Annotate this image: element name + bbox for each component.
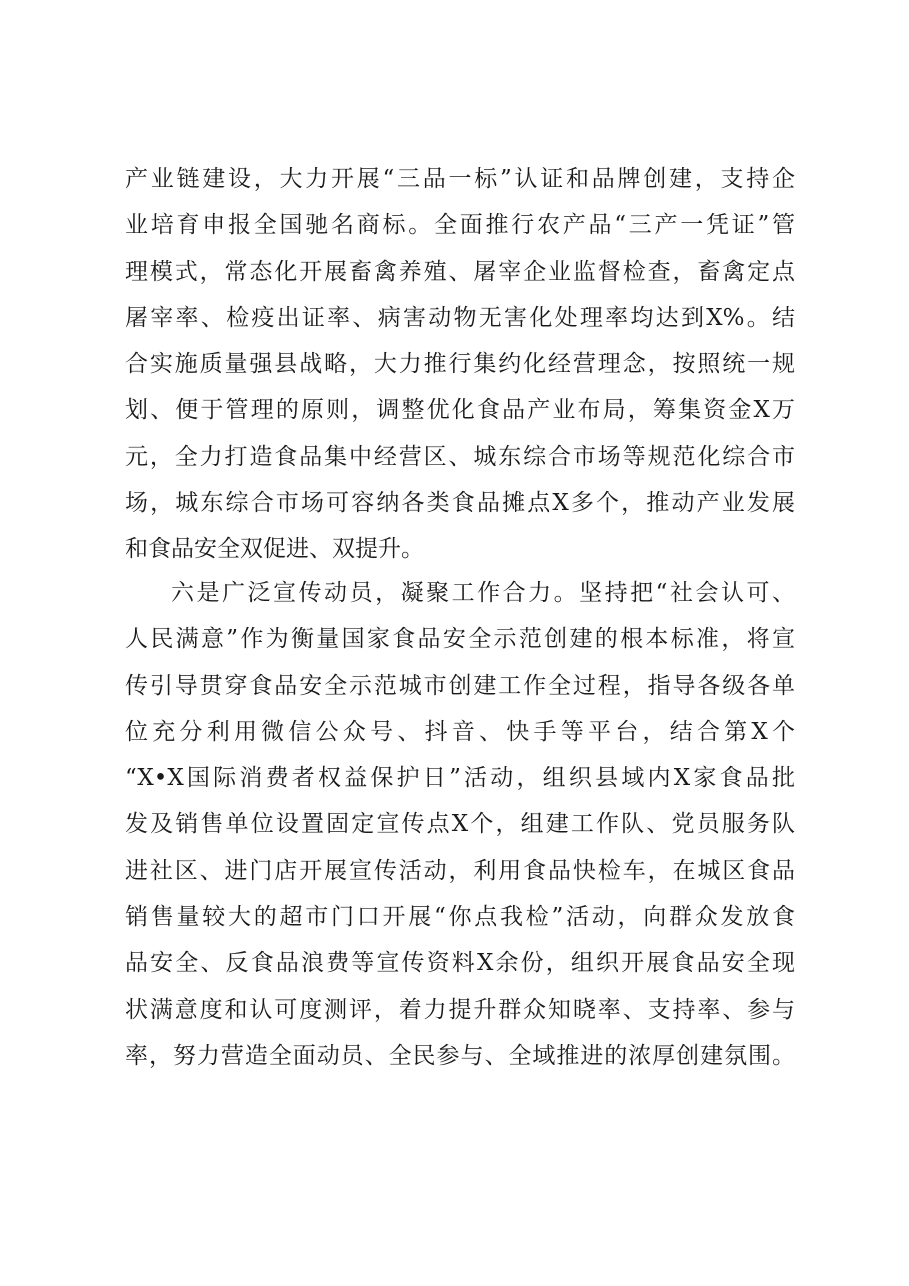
paragraph-line: 理模式，常态化开展畜禽养殖、屠宰企业监督检查，畜禽定点: [125, 258, 795, 285]
paragraph-publicity: [125, 576, 795, 1085]
paragraph-line: 率，努力营造全面动员、全民参与、全域推进的浓厚创建氛围。: [125, 1042, 795, 1069]
paragraph-line: 和食品安全双促进、双提升。: [125, 536, 424, 563]
paragraph-line: 屠宰率、检疫出证率、病害动物无害化处理率均达到X%。结: [125, 304, 795, 331]
paragraph-line: 品安全、反食品浪费等宣传资料X余份，组织开展食品安全现: [125, 950, 795, 977]
paragraph-line: “X•X国际消费者权益保护日”活动，组织县域内X家食品批: [125, 765, 795, 792]
paragraph-line: 传引导贯穿食品安全示范城市创建工作全过程，指导各级各单: [125, 672, 795, 699]
paragraph-line: 场，城东综合市场可容纳各类食品摊点X多个，推动产业发展: [125, 490, 795, 517]
paragraph-line: 产业链建设，大力开展“三品一标”认证和品牌创建，支持企: [125, 166, 795, 192]
paragraph-line: 进社区、进门店开展宣传活动，利用食品快检车，在城区食品: [125, 857, 795, 884]
paragraph-line: 业培育申报全国驰名商标。全面推行农产品“三产一凭证”管: [125, 212, 795, 239]
paragraph-line: 销售量较大的超市门口开展“你点我检”活动，向群众发放食: [125, 904, 795, 931]
paragraph-line: 划、便于管理的原则，调整优化食品产业布局，筹集资金X万: [125, 397, 795, 424]
paragraph-line: 合实施质量强县战略，大力推行集约化经营理念，按照统一规: [125, 351, 795, 378]
paragraph-line: 人民满意”作为衡量国家食品安全示范创建的根本标准，将宣: [125, 626, 795, 653]
paragraph-line: 状满意度和认可度测评，着力提升群众知晓率、支持率、参与: [125, 996, 795, 1023]
paragraph-line: 位充分利用微信公众号、抖音、快手等平台，结合第X个: [125, 718, 795, 745]
paragraph-line: 发及销售单位设置固定宣传点X个，组建工作队、党员服务队: [125, 811, 795, 838]
paragraph-first-line: 六是广泛宣传动员，凝聚工作合力。坚持把“社会认可、: [171, 580, 795, 606]
paragraph-industry-chain: [125, 162, 795, 579]
paragraph-line: 元，全力打造食品集中经营区、城东综合市场等规范化综合市: [125, 443, 795, 470]
